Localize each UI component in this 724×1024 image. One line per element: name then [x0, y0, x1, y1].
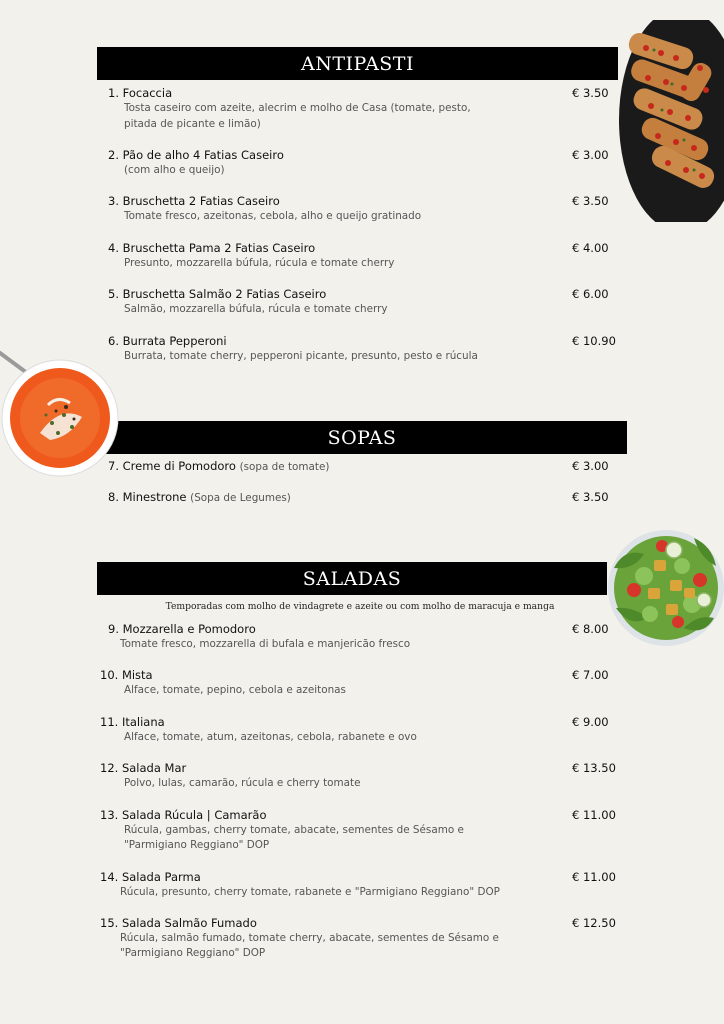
menu-item-name: 12. Salada Mar — [100, 761, 187, 775]
menu-item-price: € 8.00 — [572, 622, 609, 636]
menu-item-price: € 3.00 — [572, 459, 609, 473]
menu-item-name: 4. Bruschetta Pama 2 Fatias Caseiro — [108, 241, 316, 255]
sopas-header — [97, 421, 627, 454]
menu-item-name: 6. Burrata Pepperoni — [108, 334, 227, 348]
antipasti-title: ANTIPASTI — [301, 53, 414, 75]
menu-item-price: € 3.50 — [572, 86, 609, 100]
menu-item-name: 14. Salada Parma — [100, 870, 201, 884]
menu-item-price: € 4.00 — [572, 241, 609, 255]
saladas-title: SALADAS — [302, 568, 402, 590]
menu-item-price: € 3.00 — [572, 148, 609, 162]
menu-item-name — [108, 490, 291, 504]
menu-item-desc: Tosta caseiro com azeite, alecrim e molho de Casa (tomate, pesto, — [124, 102, 471, 114]
menu-item-price: € 12.50 — [572, 916, 616, 930]
menu-item-desc: "Parmigiano Reggiano" DOP — [120, 947, 266, 959]
menu-item-desc: Alface, tomate, pepino, cebola e azeitonas — [124, 684, 346, 696]
menu-item-name-text: 7. Creme di Pomodoro — [108, 459, 236, 473]
menu-item-desc: Burrata, tomate cherry, pepperoni picante, presunto, pesto e rúcula — [124, 350, 478, 362]
menu-item-desc: pitada de picante e limão) — [124, 118, 261, 130]
menu-item-name: 3. Bruschetta 2 Fatias Caseiro — [108, 194, 280, 208]
menu-item-name-text: 8. Minestrone — [108, 490, 187, 504]
menu-item-desc: (com alho e queijo) — [124, 164, 225, 176]
menu-item-name: 5. Bruschetta Salmão 2 Fatias Caseiro — [108, 287, 327, 301]
menu-item-note: (sopa de tomate) — [239, 461, 330, 473]
saladas-subtitle: Temporadas com molho de vindagrete e azeite ou com molho de maracuja e manga — [165, 601, 555, 612]
menu-item-desc: Rúcula, gambas, cherry tomate, abacate, sementes de Sésamo e — [124, 824, 464, 836]
menu-item-price: € 7.00 — [572, 668, 609, 682]
menu-item-price: € 11.00 — [572, 870, 616, 884]
sopas-title: SOPAS — [327, 427, 397, 449]
menu-item-price: € 11.00 — [572, 808, 616, 822]
menu-item-name: 2. Pão de alho 4 Fatias Caseiro — [108, 148, 284, 162]
menu-item-name — [108, 459, 329, 473]
menu-item-desc: Presunto, mozzarella búfula, rúcula e tomate cherry — [124, 257, 395, 269]
salad-bowl-photo — [604, 518, 724, 658]
menu-item-note: (Sopa de Legumes) — [190, 492, 291, 504]
menu-item-name: 11. Italiana — [100, 715, 165, 729]
menu-item-price: € 6.00 — [572, 287, 609, 301]
menu-item-name: 1. Focaccia — [108, 86, 173, 100]
menu-item-price: € 10.90 — [572, 334, 616, 348]
menu-item-price: € 3.50 — [572, 194, 609, 208]
menu-item-price: € 13.50 — [572, 761, 616, 775]
menu-item-desc: Alface, tomate, atum, azeitonas, cebola, rabanete e ovo — [124, 731, 417, 743]
bruschetta-plate-photo — [606, 20, 724, 222]
tomato-soup-bowl-photo — [0, 345, 122, 480]
menu-item-price: € 3.50 — [572, 490, 609, 504]
menu-item-name: 15. Salada Salmão Fumado — [100, 916, 257, 930]
menu-item-name: 9. Mozzarella e Pomodoro — [108, 622, 256, 636]
menu-item-desc: Tomate fresco, azeitonas, cebola, alho e queijo gratinado — [124, 210, 422, 222]
menu-item-desc: "Parmigiano Reggiano" DOP — [124, 839, 270, 851]
menu-item-desc: Salmão, mozzarella búfula, rúcula e tomate cherry — [124, 303, 388, 315]
menu-item-name: 13. Salada Rúcula | Camarão — [100, 808, 267, 822]
menu-item-desc: Rúcula, salmão fumado, tomate cherry, abacate, sementes de Sésamo e — [120, 932, 499, 944]
saladas-header — [97, 562, 607, 595]
menu-item-desc: Rúcula, presunto, cherry tomate, rabanete e "Parmigiano Reggiano" DOP — [120, 886, 500, 898]
menu-item-name: 10. Mista — [100, 668, 153, 682]
menu-item-desc: Polvo, lulas, camarão, rúcula e cherry tomate — [124, 777, 361, 789]
menu-item-desc: Tomate fresco, mozzarella di bufala e manjericão fresco — [120, 638, 411, 650]
menu-item-price: € 9.00 — [572, 715, 609, 729]
antipasti-header — [97, 47, 618, 80]
